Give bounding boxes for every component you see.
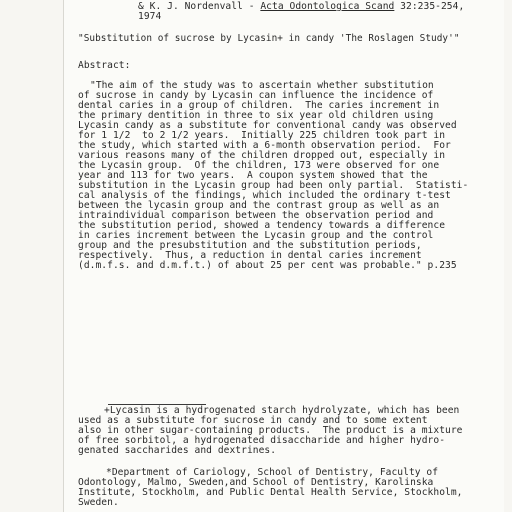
abstract-line: for 1 1/2 to 2 1/2 years. Initially 225 children took part in xyxy=(78,130,446,141)
citation-details: 32:235-254, xyxy=(394,1,465,12)
document-title: "Substitution of sucrose by Lycasin+ in candy 'The Roslagen Study'" xyxy=(78,33,460,44)
abstract-line: the primary dentition in three to six year old children using xyxy=(78,110,434,121)
abstract-line: of sucrose in candy by Lycasin can influence the incidence of xyxy=(78,90,434,101)
footnote-line: Sweden. xyxy=(78,497,119,508)
footnote-line: +Lycasin is a hydrogenated starch hydrolyzate, which has been xyxy=(104,405,460,416)
abstract-line: "The aim of the study was to ascertain whether substitution xyxy=(90,80,434,91)
abstract-line: dental caries in a group of children. The caries increment in xyxy=(78,100,440,111)
abstract-line: respectively. Thus, a reduction in dental caries increment xyxy=(78,250,422,261)
abstract-heading: Abstract: xyxy=(78,60,131,71)
abstract-line: the study, which started with a 6-month observation period. For xyxy=(78,140,451,151)
abstract-line: in caries increment between the Lycasin group and the control xyxy=(78,230,434,241)
footnote-line: Institute, Stockholm, and Public Dental Health Service, Stockholm, xyxy=(78,487,463,498)
footnote-line: used as a substitute for sucrose in candy and to some extent xyxy=(78,415,428,426)
abstract-line: year and 113 for two years. A coupon system showed that the xyxy=(78,170,428,181)
abstract-line: cal analysis of the findings, which included the ordinary t-test xyxy=(78,190,451,201)
footnote-line: genated saccharides and dextrines. xyxy=(78,445,277,456)
abstract-line: between the lycasin group and the contrast group as well as an xyxy=(78,200,440,211)
abstract-line: the Lycasin group. Of the children, 173 were observed for one xyxy=(78,160,440,171)
footnote-line: *Department of Cariology, School of Dentistry, Faculty of xyxy=(106,467,439,478)
abstract-line: various reasons many of the children dropped out, especially in xyxy=(78,150,446,161)
footnote-line: of free sorbitol, a hydrogenated disaccharide and higher hydro- xyxy=(78,435,446,446)
citation-journal: Acta Odontologica Scand xyxy=(260,1,395,12)
abstract-line: intraindividual comparison between the observation period and xyxy=(78,210,434,221)
abstract-line: substitution in the Lycasin group had been only partial. Statisti- xyxy=(78,180,469,191)
abstract-line: group and the presubstitution and the substitution periods, xyxy=(78,240,422,251)
footnote-line: Odontology, Malmo, Sweden,and School of Dentistry, Karolinska xyxy=(78,477,434,488)
citation-year: 1974 xyxy=(138,11,162,22)
abstract-line: Lycasin candy as a substitute for conventional candy was observed xyxy=(78,120,457,131)
footnote-line: also in other sugar-containing products. The product is a mixture xyxy=(78,425,463,436)
abstract-line: the substitution period, showed a tendency towards a difference xyxy=(78,220,446,231)
citation-line xyxy=(138,2,464,12)
abstract-line: (d.m.f.s. and d.m.f.t.) of about 25 per cent was probable." p.235 xyxy=(78,260,457,271)
citation-authors: & K. J. Nordenvall - xyxy=(138,1,261,12)
